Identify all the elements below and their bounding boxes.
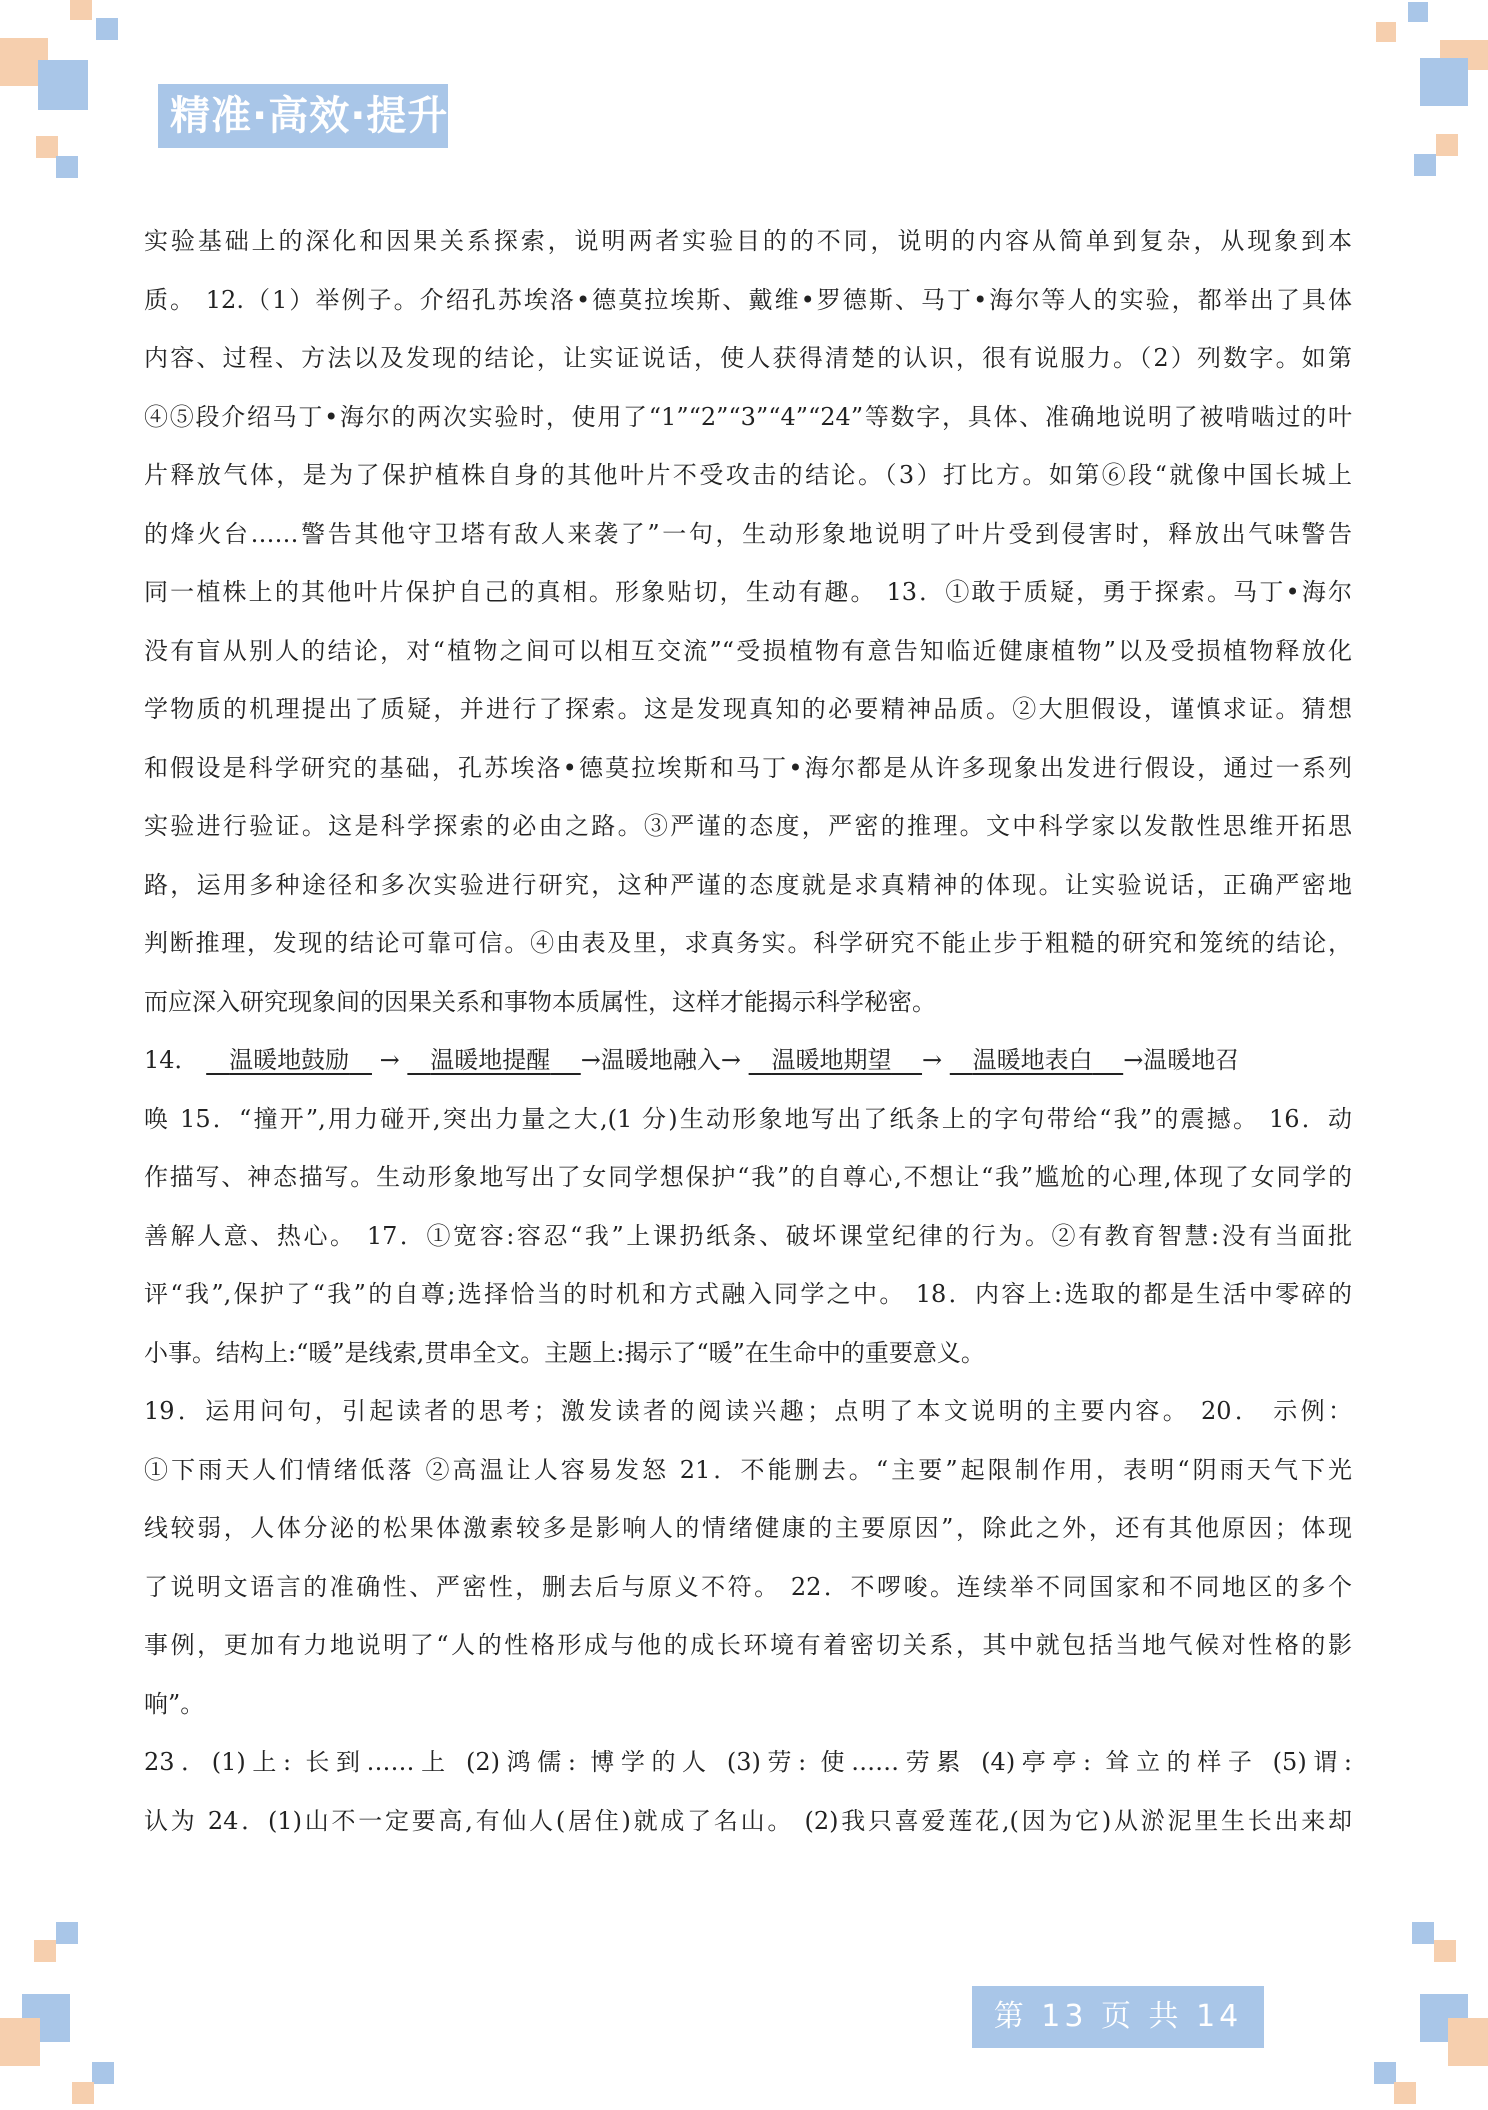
- decor-square: [92, 2062, 114, 2084]
- text-line: 小事。结构上:“暖”是线索,贯串全文。主题上:揭示了“暖”在生命中的重要意义。: [144, 1338, 985, 1367]
- text-line: 片释放气体，是为了保护植株自身的其他叶片不受攻击的结论。（3）打比方。如第⑥段“就像中国长城上: [144, 461, 1352, 489]
- decor-square: [72, 2082, 94, 2104]
- text-line: 实验进行验证。这是科学探索的必由之路。③严谨的态度，严密的推理。文中科学家以发散性思维开拓思: [144, 812, 1352, 840]
- decor-square: [1408, 2, 1428, 22]
- text-line: ④⑤段介绍马丁•海尔的两次实验时，使用了“1”“2”“3”“4”“24”等数字，具体、准确地说明了被啃啮过的叶: [144, 402, 1352, 431]
- arrow-icon: →: [379, 1046, 400, 1074]
- q14-middle: 温暖地融入: [600, 1046, 721, 1074]
- decor-square: [1394, 2082, 1416, 2104]
- decor-square: [1448, 2018, 1488, 2066]
- text-line: 作描写、神态描写。生动形象地写出了女同学想保护“我”的自尊心,不想让“我”尴尬的心理,体现了女同学的: [144, 1163, 1352, 1191]
- decor-square: [1434, 1940, 1456, 1962]
- decor-square: [0, 2018, 40, 2066]
- decor-square: [96, 18, 118, 40]
- decor-square: [56, 1922, 78, 1944]
- text-line: 评“我”,保护了“我”的自尊;选择恰当的时机和方式融入同学之中。 18．内容上:选取的都是生活中零碎的: [144, 1280, 1352, 1308]
- decor-square: [1436, 134, 1458, 156]
- q14-blank-2: 温暖地提醒: [430, 1046, 551, 1074]
- arrow-icon: →: [580, 1046, 601, 1074]
- text-line: 响”。: [144, 1689, 205, 1718]
- text-line: 和假设是科学研究的基础，孔苏埃洛•德莫拉埃斯和马丁•海尔都是从许多现象出发进行假设，通过一系列: [144, 753, 1352, 782]
- decor-square: [38, 60, 88, 110]
- q14-line: [144, 1031, 1352, 1090]
- q14-tail: 温暖地召: [1143, 1046, 1240, 1074]
- text-line: 路，运用多种途径和多次实验进行研究，这种严谨的态度就是求真精神的体现。让实验说话，正确严密地: [144, 870, 1352, 899]
- text-line: 善解人意、热心。 17．①宽容:容忍“我”上课扔纸条、破坏课堂纪律的行为。②有教育智慧:没有当面批: [144, 1221, 1352, 1250]
- text-line: 没有盲从别人的结论，对“植物之间可以相互交流”“受损植物有意告知临近健康植物”以及受损植物释放化: [144, 636, 1352, 665]
- page-indicator: 第 13 页 共 14 页: [993, 1999, 1243, 2096]
- decor-square: [1374, 2062, 1396, 2084]
- text-line: 19．运用问句，引起读者的思考；激发读者的阅读兴趣；点明了本文说明的主要内容。 20． 示例：: [144, 1397, 1352, 1425]
- q14-blank-4: 温暖地表白: [972, 1046, 1093, 1074]
- decor-square: [56, 156, 78, 178]
- text-line: 而应深入研究现象间的因果关系和事物本质属性，这样才能揭示科学秘密。: [144, 987, 936, 1016]
- text-line: 唤 15．“撞开”,用力碰开,突出力量之大,(1 分)生动形象地写出了纸条上的字句带给“我”的震撼。 16．动: [144, 1104, 1352, 1133]
- text-line: 内容、过程、方法以及发现的结论，让实证说话，使人获得清楚的认识，很有说服力。（2）列数字。如第: [144, 344, 1352, 372]
- decor-square: [1420, 58, 1468, 106]
- decor-square: [1414, 154, 1436, 176]
- text-line: 实验基础上的深化和因果关系探索，说明两者实验目的的不同，说明的内容从简单到复杂，从现象到本: [144, 227, 1352, 255]
- text-line: 学物质的机理提出了质疑，并进行了探索。这是发现真知的必要精神品质。②大胆假设，谨慎求证。猜想: [144, 695, 1352, 723]
- arrow-icon: →: [1123, 1046, 1144, 1074]
- text-line: ①下雨天人们情绪低落 ②高温让人容易发怒 21．不能删去。“主要”起限制作用，表明“阴雨天气下光: [144, 1455, 1352, 1484]
- text-line: 认为 24．(1)山不一定要高,有仙人(居住)就成了名山。 (2)我只喜爱莲花,(因为它)从淤泥里生长出来却: [144, 1806, 1352, 1835]
- decor-square: [36, 136, 58, 158]
- text-line: 的烽火台……警告其他守卫塔有敌人来袭了”一句，生动形象地说明了叶片受到侵害时，释放出气味警告: [144, 519, 1352, 548]
- text-line: 事例，更加有力地说明了“人的性格形成与他的成长环境有着密切关系，其中就包括当地气候对性格的影: [144, 1631, 1352, 1659]
- text-line: 23．(1)上: 长到……上 (2)鸿儒: 博学的人 (3)劳: 使……劳累 (4)亭亭: 耸立的样子 (5)谓:: [144, 1748, 1352, 1776]
- header-title: 精准·高效·提升: [170, 93, 449, 139]
- text-line: 了说明文语言的准确性、严密性，删去后与原义不符。 22．不啰唆。连续举不同国家和不同地区的多个: [144, 1572, 1352, 1601]
- text-line: 判断推理，发现的结论可靠可信。④由表及里，求真务实。科学研究不能止步于粗糙的研究和笼统的结论，: [144, 929, 1352, 957]
- q14-blank-3: 温暖地期望: [771, 1046, 892, 1074]
- text-line: 线较弱，人体分泌的松果体激素较多是影响人的情绪健康的主要原因”，除此之外，还有其他原因；体现: [144, 1514, 1352, 1542]
- decor-square: [1376, 22, 1396, 42]
- decor-square: [1412, 1922, 1434, 1944]
- decor-square: [34, 1940, 56, 1962]
- decor-square: [70, 0, 92, 20]
- text-line: 质。 12.（1）举例子。介绍孔苏埃洛•德莫拉埃斯、戴维•罗德斯、马丁•海尔等人的实验，都举出了具体: [144, 285, 1352, 314]
- q14-number: 14．: [144, 1046, 199, 1074]
- answer-text: [144, 212, 1352, 1850]
- arrow-icon: →: [922, 1046, 943, 1074]
- arrow-icon: →: [720, 1046, 741, 1074]
- text-line: 同一植株上的其他叶片保护自己的真相。形象贴切，生动有趣。 13．①敢于质疑，勇于探索。马丁•海尔: [144, 578, 1352, 606]
- q14-blank-1: 温暖地鼓励: [229, 1046, 350, 1074]
